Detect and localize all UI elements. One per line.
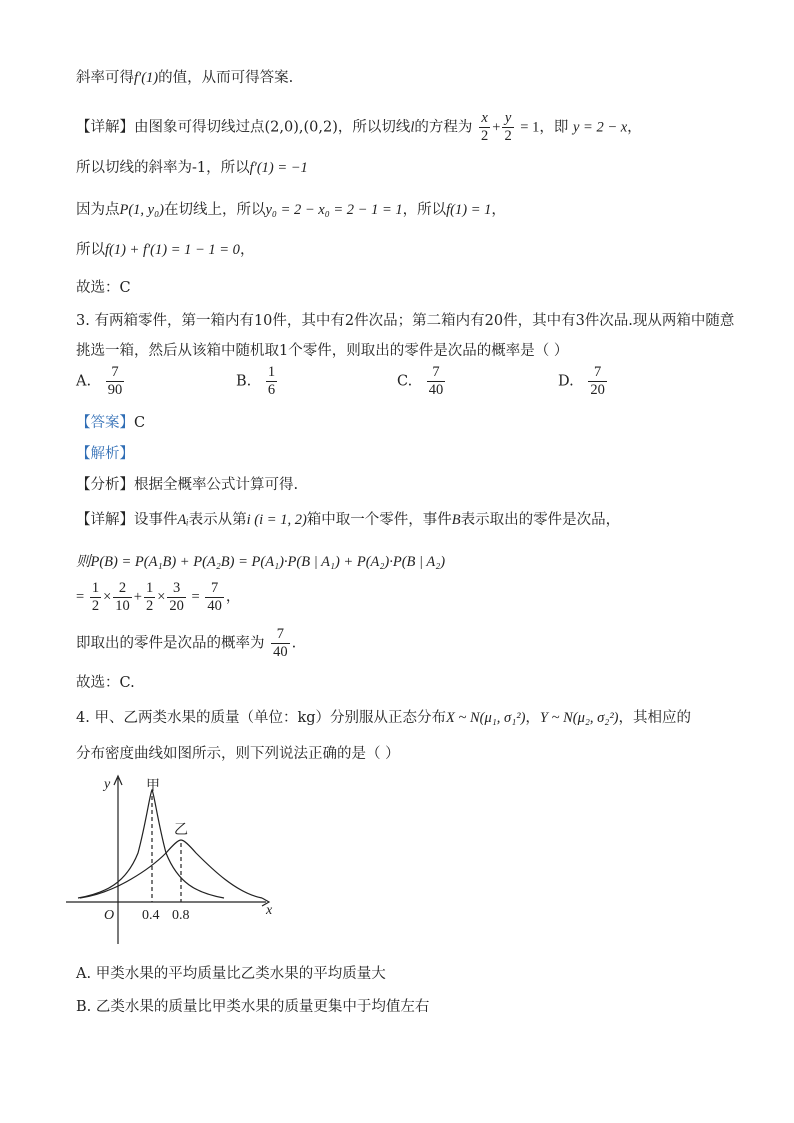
option-letter: A. (76, 373, 92, 390)
formula-line-2 (76, 580, 240, 615)
curve-label-yi: 乙 (174, 822, 188, 838)
choose-line-2: 故选：C (76, 280, 131, 296)
text-segment: 在切线上，所以 (164, 202, 266, 218)
fraction-x-over-2 (479, 110, 490, 145)
denominator: 20 (169, 598, 184, 614)
text-segment: ， (525, 710, 540, 726)
answer-value: C (134, 415, 146, 431)
numerator: 2 (113, 580, 132, 598)
fraction (144, 580, 155, 615)
text-line-1 (76, 66, 293, 87)
answer-tag: 【答案】 (76, 415, 134, 431)
text-segment: . (291, 635, 297, 652)
plus-sign: + (133, 588, 142, 605)
denominator: 6 (267, 382, 276, 398)
fraction (271, 626, 290, 661)
plus-sign: + (492, 119, 501, 136)
denominator: 40 (428, 382, 444, 398)
denominator: 40 (207, 598, 222, 614)
option-fraction (588, 364, 607, 399)
curve-label-jia: 甲 (146, 778, 160, 794)
denominator: 2 (91, 598, 100, 614)
math-expr: y = 2 − x (572, 119, 628, 136)
denominator: 2 (145, 598, 154, 614)
text-segment: 箱中取一个零件，事件 (306, 512, 452, 528)
fraction (113, 580, 132, 615)
denominator: 90 (107, 382, 123, 398)
detail-tag: 【详解】 (76, 119, 134, 136)
curve-jia (78, 790, 224, 898)
answer-line (76, 411, 145, 432)
normal-distribution-graph (66, 768, 296, 948)
text-segment: 设事件 (134, 512, 178, 528)
math-expr: X ~ N(μ₁, σ₁²) (446, 710, 526, 726)
question-3-line-2: 挑选一箱，然后从该箱中随机取1个零件，则取出的零件是次品的概率是（ ） (76, 343, 569, 359)
numerator: x (479, 110, 490, 128)
option-fraction (106, 364, 125, 399)
text-segment: ， (225, 588, 241, 605)
math-expr: f′(1) = −1 (249, 160, 308, 176)
analysis-tag: 【解析】 (76, 446, 134, 462)
text-segment: 的值，从而可得答案. (158, 70, 294, 86)
text-segment: 因为点 (76, 202, 120, 218)
equals-sign: = (76, 588, 85, 605)
option-letter: D. (558, 373, 574, 390)
question-4-line-2: 分布密度曲线如图所示，则下列说法正确的是（ ） (76, 746, 400, 762)
math-var: B (451, 512, 461, 528)
conclusion-line (76, 626, 296, 661)
option-b-q4: B. 乙类水果的质量比甲类水果的质量更集中于均值左右 (76, 999, 430, 1015)
denominator: 10 (115, 598, 130, 614)
math-expr: Y ~ N(μ₂, σ₂²) (539, 710, 619, 726)
numerator: 1 (91, 580, 100, 596)
text-segment: ，其相应的 (618, 710, 692, 726)
option-fraction (427, 364, 446, 399)
text-segment: ， (627, 119, 642, 136)
option-c (397, 364, 447, 399)
tick-label-0-8: 0.8 (172, 908, 190, 923)
numerator: 3 (167, 580, 186, 598)
text-segment: 表示从第 (188, 512, 247, 528)
text-segment: 由图象可得切线过点(2,0),(0,2)，所以切线 (134, 119, 411, 136)
math-expr: f(1) = 1 (446, 202, 492, 218)
option-a (76, 364, 126, 399)
math-expr: f(1) + f′(1) = 1 − 1 = 0 (105, 242, 240, 258)
fraction (90, 580, 101, 615)
numerator: 1 (267, 364, 276, 380)
question-3-line-1: 3. 有两箱零件，第一箱内有10件，其中有2件次品；第二箱内有20件，其中有3件次品.现从两箱中随意 (76, 313, 735, 329)
text-line-2 (76, 110, 642, 145)
text-segment: 表示取出的零件是次品， (460, 512, 621, 528)
math-expr: y₀ = 2 − x₀ = 2 − 1 = 1 (265, 202, 403, 218)
text-line-3 (76, 156, 308, 177)
choose-line-3: 故选：C. (76, 675, 135, 691)
denominator: 40 (273, 644, 288, 660)
analysis-line (76, 442, 134, 463)
fenxi-text: 根据全概率公式计算可得. (134, 477, 299, 493)
fraction (167, 580, 186, 615)
origin-label: O (104, 908, 115, 923)
numerator: 7 (588, 364, 607, 382)
option-letter: C. (397, 373, 413, 390)
text-line-5 (76, 238, 254, 259)
y-axis-label: y (104, 777, 111, 792)
option-letter: B. (236, 373, 252, 390)
option-d (558, 364, 609, 399)
math-expr: P(1, y₀) (119, 202, 164, 218)
fraction-y-over-2 (502, 110, 513, 145)
numerator: 1 (145, 580, 154, 596)
text-segment: 的方程为 (414, 119, 473, 136)
detail-tag: 【详解】 (76, 512, 134, 528)
text-line-4 (76, 198, 506, 219)
text-segment: ， (239, 242, 255, 258)
option-fraction (266, 364, 277, 399)
math-var: Aᵢ (177, 512, 189, 528)
math-expr: i (i = 1, 2) (246, 512, 307, 528)
times-sign: × (103, 588, 112, 605)
x-axis-label: x (266, 903, 273, 918)
numerator: 7 (271, 626, 290, 644)
option-b (236, 364, 279, 399)
math-expr: f′(1) (134, 70, 159, 86)
equals-sign: = (191, 588, 200, 605)
text-segment: 4. 甲、乙两类水果的质量（单位：kg）分别服从正态分布 (76, 710, 447, 726)
tick-label-0-4: 0.4 (142, 908, 160, 923)
denominator: 20 (590, 382, 605, 398)
numerator: 7 (427, 364, 446, 382)
denominator: 2 (504, 128, 512, 144)
text-segment: 斜率可得 (76, 70, 134, 86)
text-segment: 所以 (76, 242, 105, 258)
option-a-q4: A. 甲类水果的平均质量比乙类水果的平均质量大 (76, 966, 386, 982)
times-sign: × (157, 588, 166, 605)
question-4-line-1 (76, 706, 691, 727)
numerator: y (502, 110, 513, 128)
text-segment: 所以切线的斜率为-1，所以 (76, 160, 250, 176)
numerator: 7 (106, 364, 125, 382)
text-segment: = 1，即 (520, 119, 569, 136)
formula-line-1: 则P(B) = P(A₁B) + P(A₂B) = P(A₁)·P(B | A₁) + P(A₂)·P(B | A₂) (76, 554, 446, 570)
text-segment: ， (491, 202, 506, 218)
text-segment: ，所以 (402, 202, 447, 218)
detail-line (76, 508, 620, 529)
math-var: l (410, 119, 415, 136)
fenxi-line (76, 473, 298, 494)
fenxi-tag: 【分析】 (76, 477, 134, 493)
denominator: 2 (481, 128, 489, 144)
fraction (205, 580, 224, 615)
numerator: 7 (205, 580, 224, 598)
text-segment: 即取出的零件是次品的概率为 (76, 635, 265, 652)
